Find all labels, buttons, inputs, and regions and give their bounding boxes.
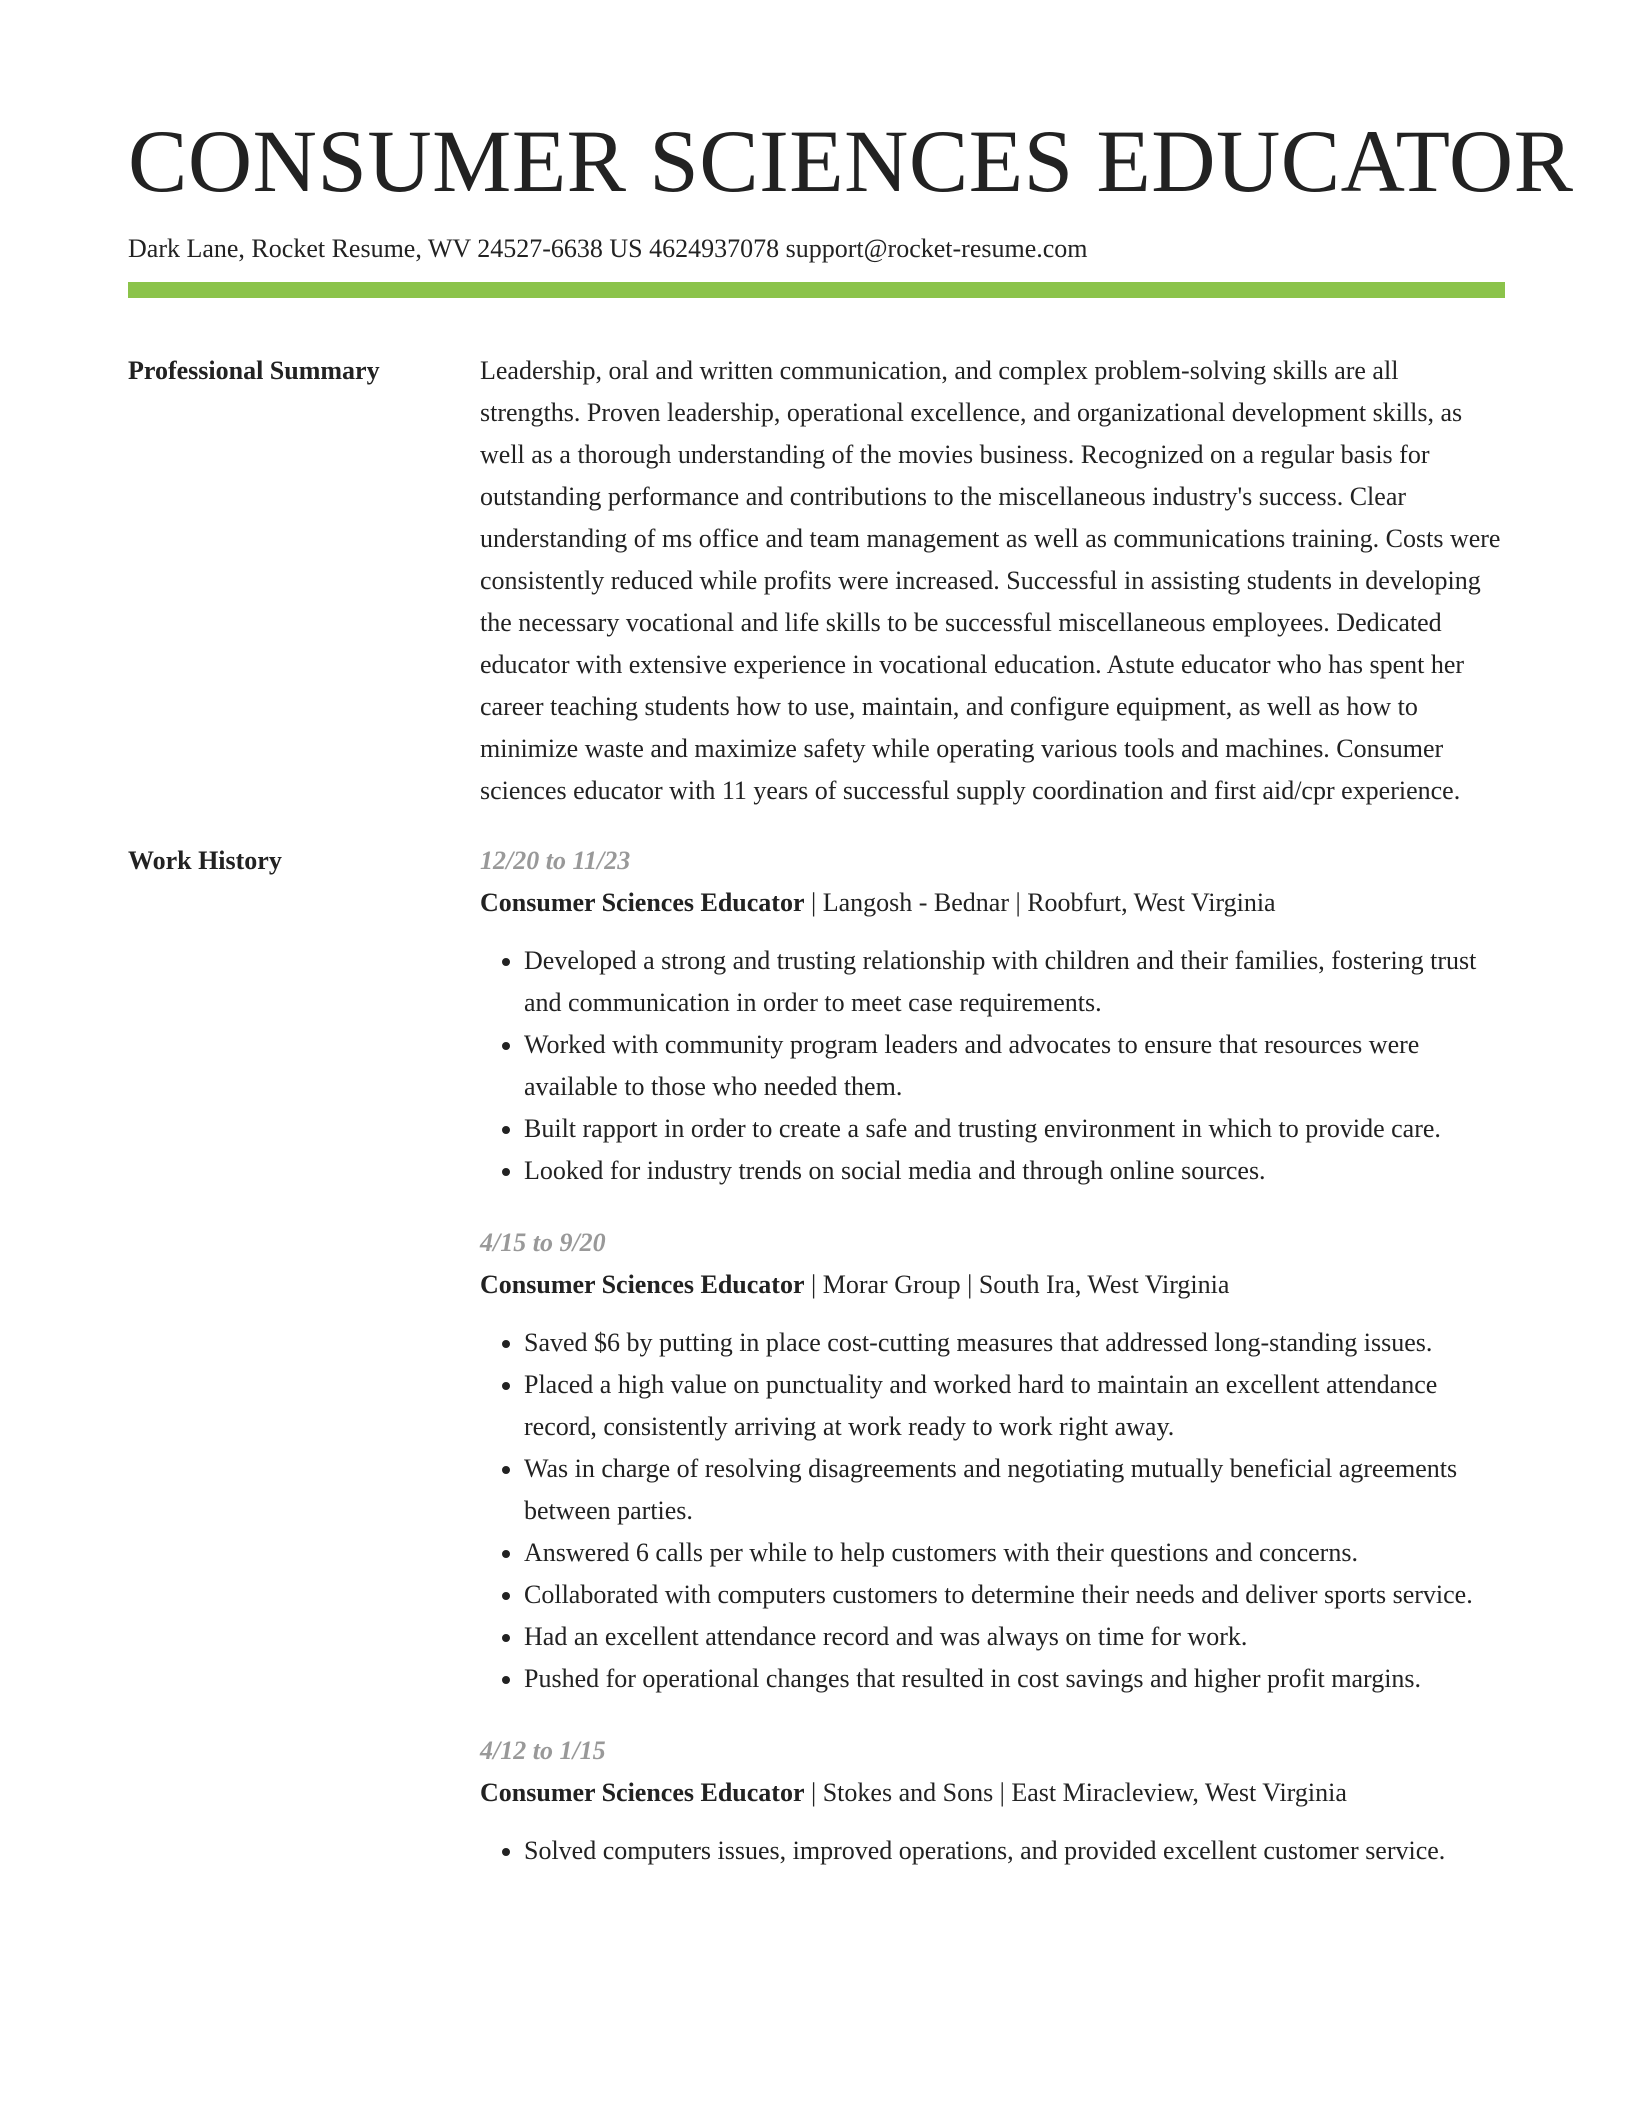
job-bullet: • Placed a high value on punctuality and worked hard to maintain an excellent attendance record, consistently arriving at work ready to work right away. [524,1364,1505,1448]
job-bullet: • Worked with community program leaders and advocates to ensure that resources were available to those who needed them. [524,1024,1505,1108]
job-bullet-list [480,940,1505,1192]
work-history-section [128,840,1505,1902]
contact-info: Dark Lane, Rocket Resume, WV 24527-6638 US 4624937078 support@rocket-resume.com [128,234,1088,263]
work-history-heading: Work History [128,846,282,876]
resume-page [128,113,1574,1902]
job-title: Consumer Sciences Educator [480,1778,805,1808]
job-bullet: • Solved computers issues, improved operations, and provided excellent customer service. [524,1830,1505,1872]
job-bullet: • Collaborated with computers customers to determine their needs and deliver sports service. [524,1574,1505,1616]
job-bullet: • Built rapport in order to create a safe and trusting environment in which to provide care. [524,1108,1505,1150]
job-title-line [480,882,1505,924]
job-bullet-list [480,1322,1505,1700]
job-details: | Morar Group | South Ira, West Virginia [804,1270,1230,1300]
job-bullet: • Pushed for operational changes that resulted in cost savings and higher profit margins. [524,1658,1505,1700]
job-bullet-list [480,1830,1505,1872]
job-bullet: • Answered 6 calls per while to help customers with their questions and concerns. [524,1532,1505,1574]
job-bullet: • Looked for industry trends on social media and through online sources. [524,1150,1505,1192]
job-dates: 12/20 to 11/23 [480,846,631,876]
resume-title: CONSUMER SCIENCES EDUCATOR [128,113,1574,211]
job-entry [480,1222,1505,1700]
job-bullet: • Had an excellent attendance record and was always on time for work. [524,1616,1505,1658]
job-entry [480,840,1505,1192]
job-dates: 4/15 to 9/20 [480,1228,606,1258]
job-bullet: • Developed a strong and trusting relationship with children and their families, fostering trust and communication in order to meet case requirements. [524,940,1505,1024]
job-dates: 4/12 to 1/15 [480,1736,606,1766]
job-details: | Stokes and Sons | East Miracleview, West Virginia [804,1778,1347,1808]
summary-text: Leadership, oral and written communication, and complex problem-solving skills are all strengths. Proven leadership, operational excellence, and organizational development skills, as well as a thorough understanding of the movies business. Recognized on a regular basis for outstanding performance and contributions to the miscellaneous industry's success. Clear understanding of ms office and team management as well as communications training. Costs were consistently reduced while profits were increased. Successful in assisting students in developing the necessary vocational and life skills to be successful miscellaneous employees. Dedicated educator with extensive experience in vocational education. Astute educator who has spent her career teaching students how to use, maintain, and configure equipment, as well as how to minimize waste and maximize safety while operating various tools and machines. Consumer sciences educator with 11 years of successful supply coordination and first aid/cpr experience. [480,356,1501,806]
summary-section [128,350,1505,812]
job-bullet: • Saved $6 by putting in place cost-cutting measures that addressed long-standing issues. [524,1322,1505,1364]
job-title-line [480,1264,1505,1306]
accent-divider [128,282,1505,298]
work-history-content [480,840,1505,1902]
job-details: | Langosh - Bednar | Roobfurt, West Virginia [804,888,1276,918]
job-entry [480,1730,1505,1872]
job-title: Consumer Sciences Educator [480,1270,805,1300]
job-bullet: • Was in charge of resolving disagreements and negotiating mutually beneficial agreements between parties. [524,1448,1505,1532]
summary-content [480,350,1505,812]
job-title: Consumer Sciences Educator [480,888,805,918]
job-title-line [480,1772,1505,1814]
summary-heading: Professional Summary [128,356,380,386]
